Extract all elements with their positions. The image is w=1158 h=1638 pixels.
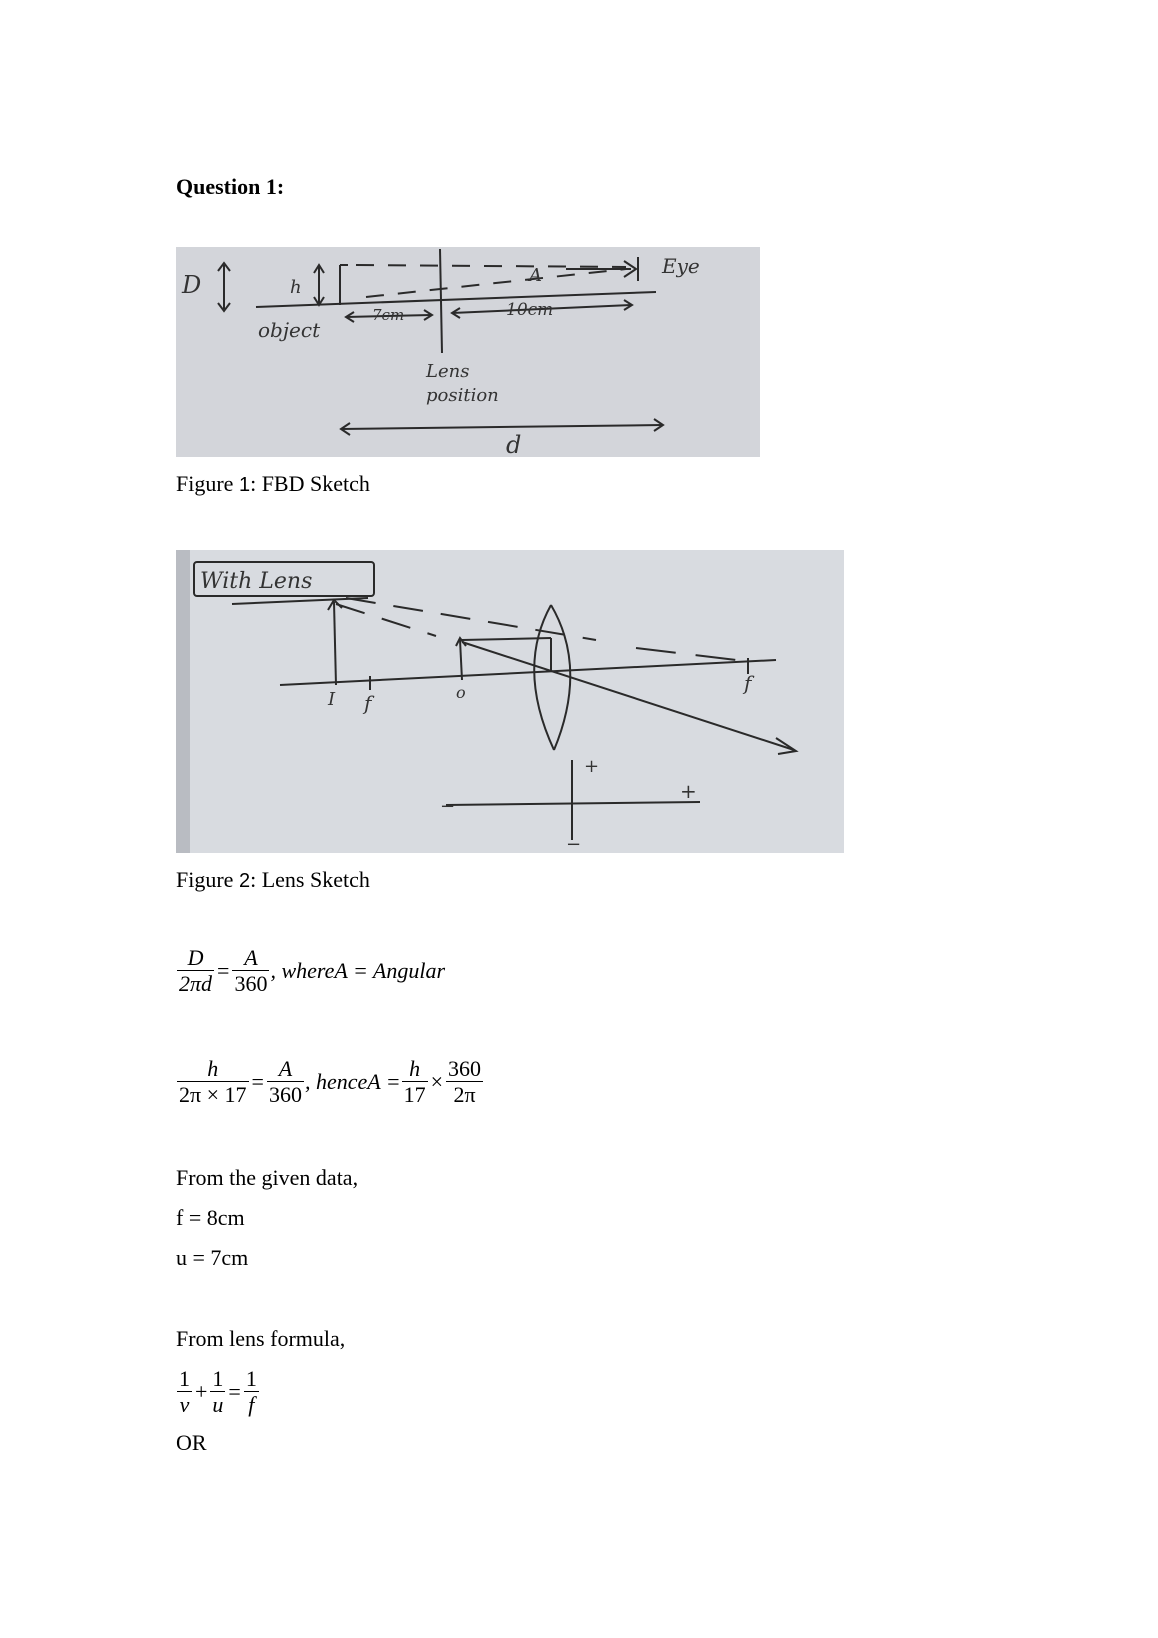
given-f: f = 8cm — [176, 1205, 245, 1230]
fbd-label-position: position — [426, 385, 499, 406]
question-heading: Question 1: — [176, 174, 285, 199]
fbd-label-d: d — [506, 431, 522, 457]
fbd-sketch-drawing — [176, 247, 760, 457]
lens-title: With Lens — [200, 569, 313, 594]
lens-formula-intro: From lens formula, — [176, 1326, 346, 1351]
fbd-label-A: A — [529, 265, 542, 286]
fbd-label-object: object — [258, 318, 321, 342]
sign-plus-top: + — [584, 756, 600, 777]
sign-plus-right: + — [680, 779, 697, 803]
lens-label-I: I — [328, 689, 336, 710]
equation-angular: $\frac{D}{2\pi d}$ = $\frac{A}{360}$ , whereA = Angular — [179, 945, 446, 997]
fraction-360-over-2pi: $\frac{360}{2\pi}$ — [448, 1056, 482, 1108]
fbd-label-10cm: 10cm — [506, 300, 554, 320]
fbd-label-lens: Lens — [426, 361, 470, 382]
fbd-label-eye: Eye — [662, 254, 700, 278]
fraction-1-over-u: $\frac{1}{u}$ — [212, 1366, 224, 1418]
figure2-caption: Figure 2: Lens Sketch — [176, 867, 370, 892]
lens-label-f-right: f — [744, 671, 752, 695]
fraction-A-over-360: $\frac{A}{360}$ — [234, 945, 268, 997]
fraction-h-over-17: $\frac{h}{17}$ — [403, 1056, 426, 1108]
sign-minus-left: − — [440, 796, 456, 817]
fraction-A-over-360-b: $\frac{A}{360}$ — [268, 1056, 302, 1108]
fbd-label-h: h — [290, 277, 302, 298]
equation-lens-formula: $\frac{1}{v}$ + $\frac{1}{u}$ = $\frac{1}{f}$ — [179, 1366, 257, 1418]
given-data-intro: From the given data, — [176, 1165, 359, 1190]
lens-label-f-left: f — [364, 691, 372, 715]
fbd-label-7cm: 7cm — [372, 306, 405, 324]
fbd-sketch-figure — [176, 247, 760, 457]
or-text: OR — [176, 1430, 207, 1455]
fraction-D-over-2pid: $\frac{D}{2\pi d}$ — [179, 945, 213, 997]
equation-hence-A: $\frac{h}{2\pi \times 17}$ = $\frac{A}{360}$ , henceA = $\frac{h}{17}$ × $\frac{360}{2\pi}$ — [179, 1056, 482, 1108]
fraction-1-over-f: $\frac{1}{f}$ — [245, 1366, 257, 1418]
lens-label-O: o — [456, 683, 466, 702]
figure1-caption: Figure 1: FBD Sketch — [176, 471, 370, 496]
lens-sketch-drawing — [176, 550, 844, 853]
fraction-1-over-v: $\frac{1}{v}$ — [179, 1366, 190, 1418]
fbd-label-D: D — [182, 271, 202, 299]
given-u: u = 7cm — [176, 1245, 249, 1270]
sign-minus-bottom: − — [566, 834, 582, 853]
lens-sketch-figure — [176, 550, 844, 853]
fraction-h-over-2pi17: $\frac{h}{2\pi \times 17}$ — [179, 1056, 247, 1108]
